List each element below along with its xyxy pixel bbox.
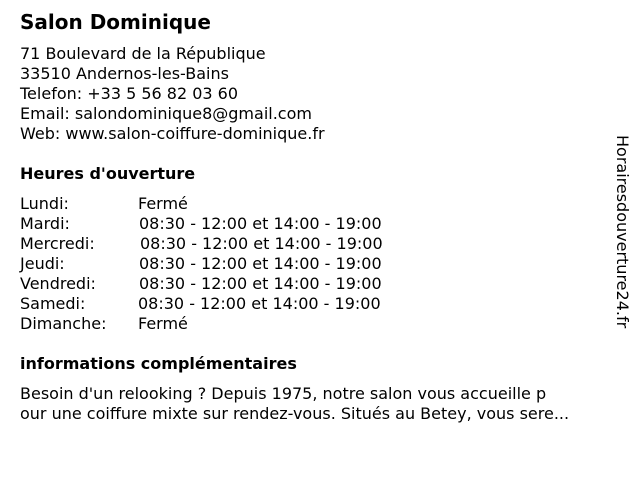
day-hours: 08:30 - 12:00 et 14:00 - 19:00 [139, 214, 382, 233]
info-heading: informations complémentaires [20, 354, 297, 373]
website: Web: www.salon-coiffure-dominique.fr [20, 124, 325, 143]
address-line-1: 71 Boulevard de la République [20, 44, 266, 63]
contact-block [20, 44, 325, 144]
site-watermark: Horairesdouverture24.fr [613, 135, 632, 329]
day-label: Mardi: [20, 214, 70, 233]
day-hours: Fermé [138, 314, 188, 333]
day-hours: 08:30 - 12:00 et 14:00 - 19:00 [139, 274, 382, 293]
day-hours: 08:30 - 12:00 et 14:00 - 19:00 [140, 234, 383, 253]
description-line-1: Besoin d'un relooking ? Depuis 1975, notre salon vous accueille p [20, 384, 547, 403]
hours-heading: Heures d'ouverture [20, 164, 196, 183]
email: Email: salondominique8@gmail.com [20, 104, 312, 123]
address-line-2: 33510 Andernos-les-Bains [20, 64, 229, 83]
day-hours: 08:30 - 12:00 et 14:00 - 19:00 [139, 254, 382, 273]
day-label: Vendredi: [20, 274, 96, 293]
day-label: Jeudi: [20, 254, 65, 273]
day-label: Lundi: [20, 194, 69, 213]
description-line-2: our une coiffure mixte sur rendez-vous. Situés au Betey, vous sere... [20, 404, 570, 423]
phone: Telefon: +33 5 56 82 03 60 [20, 84, 239, 103]
day-hours: Fermé [138, 194, 188, 213]
day-label: Mercredi: [20, 234, 95, 253]
day-label: Dimanche: [20, 314, 107, 333]
salon-name: Salon Dominique [20, 10, 211, 34]
day-label: Samedi: [20, 294, 86, 313]
description [20, 384, 620, 424]
day-hours: 08:30 - 12:00 et 14:00 - 19:00 [138, 294, 381, 313]
